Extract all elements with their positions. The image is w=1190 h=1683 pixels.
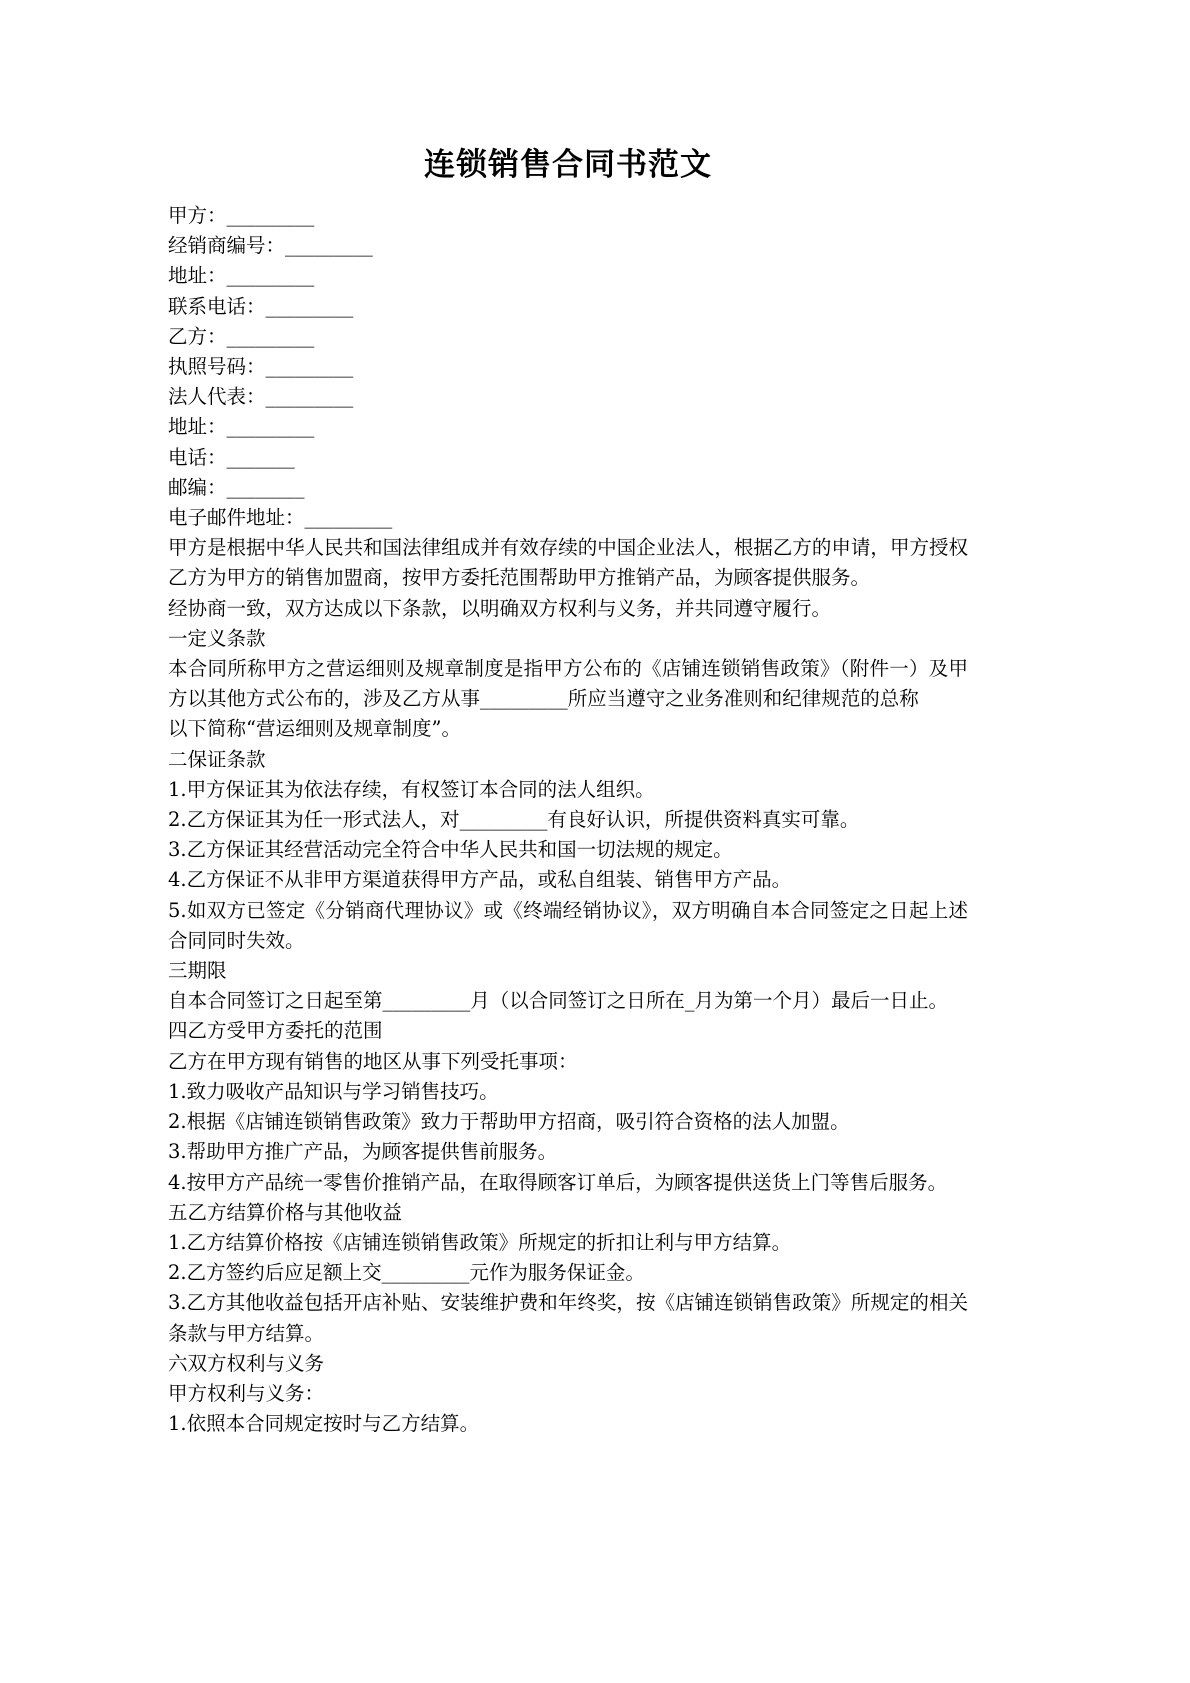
doc-line-section-6-heading: 六双方权利与义务 bbox=[168, 1351, 325, 1375]
doc-line-license-number: 执照号码：_________ bbox=[168, 355, 354, 379]
doc-line-section-2-item-5: 5.如双方已签定《分销商代理协议》或《终端经销协议》，双方明确自本合同签定之日起上述合同同时失效。 bbox=[168, 898, 968, 952]
document-body bbox=[168, 201, 968, 1439]
doc-line-section-4-item-3: 3.帮助甲方推广产品，为顾客提供售前服务。 bbox=[168, 1140, 558, 1164]
doc-line-dealer-number: 经销商编号：_________ bbox=[168, 234, 373, 258]
doc-line-email: 电子邮件地址：_________ bbox=[168, 506, 393, 530]
doc-line-section-4-item-4: 4.按甲方产品统一零售价推销产品，在取得顾客订单后，为顾客提供送货上门等售后服务。 bbox=[168, 1170, 948, 1194]
doc-line-section-2-item-2: 2.乙方保证其为任一形式法人，对_________有良好认识，所提供资料真实可靠。 bbox=[168, 808, 860, 832]
doc-line-section-5-item-2: 2.乙方签约后应足额上交_________元作为服务保证金。 bbox=[168, 1261, 645, 1285]
doc-line-section-5-item-3: 3.乙方其他收益包括开店补贴、安装维护费和年终奖，按《店铺连锁销售政策》所规定的相关条款与甲方结算。 bbox=[168, 1291, 968, 1345]
doc-line-phone-b: 电话：_______ bbox=[168, 445, 295, 469]
doc-line-postcode: 邮编：________ bbox=[168, 475, 305, 499]
doc-line-section-2-item-4: 4.乙方保证不从非甲方渠道获得甲方产品，或私自组装、销售甲方产品。 bbox=[168, 868, 792, 892]
doc-line-section-5-heading: 五乙方结算价格与其他收益 bbox=[168, 1200, 403, 1224]
doc-line-section-5-item-1: 1.乙方结算价格按《店铺连锁销售政策》所规定的折扣让利与甲方结算。 bbox=[168, 1230, 792, 1254]
doc-line-section-4-item-1: 1.致力吸收产品知识与学习销售技巧。 bbox=[168, 1079, 499, 1103]
doc-line-contact-phone: 联系电话：_________ bbox=[168, 294, 354, 318]
doc-line-section-6-intro: 甲方权利与义务： bbox=[168, 1381, 325, 1405]
doc-line-section-2-item-1: 1.甲方保证其为依法存续，有权签订本合同的法人组织。 bbox=[168, 777, 655, 801]
doc-line-address-a: 地址：_________ bbox=[168, 264, 315, 288]
doc-line-section-4-intro: 乙方在甲方现有销售的地区从事下列受托事项： bbox=[168, 1049, 578, 1073]
doc-line-section-4-heading: 四乙方受甲方委托的范围 bbox=[168, 1019, 383, 1043]
doc-line-preamble-2: 经协商一致，双方达成以下条款，以明确双方权利与义务，并共同遵守履行。 bbox=[168, 596, 832, 620]
doc-line-section-6-item-1: 1.依照本合同规定按时与乙方结算。 bbox=[168, 1412, 480, 1436]
doc-line-section-2-item-3: 3.乙方保证其经营活动完全符合中华人民共和国一切法规的规定。 bbox=[168, 838, 733, 862]
doc-line-party-a: 甲方：_________ bbox=[168, 204, 315, 227]
doc-line-legal-rep: 法人代表：_________ bbox=[168, 385, 354, 409]
doc-line-section-1-body: 本合同所称甲方之营运细则及规章制度是指甲方公布的《店铺连锁销售政策》（附件一）及甲方以其他方式公布的，涉及乙方从事_________所应当遵守之业务准则和纪律规范的总称 bbox=[168, 657, 968, 711]
doc-line-preamble-1: 甲方是根据中华人民共和国法律组成并有效存续的中国企业法人，根据乙方的申请，甲方授权乙方为甲方的销售加盟商，按甲方委托范围帮助甲方推销产品，为顾客提供服务。 bbox=[168, 536, 968, 590]
doc-line-section-1-note: 以下简称“营运细则及规章制度”。 bbox=[168, 717, 461, 741]
doc-line-party-b: 乙方：_________ bbox=[168, 324, 315, 348]
doc-line-section-3-body: 自本合同签订之日起至第_________月（以合同签订之日所在_月为第一个月）最后一日止。 bbox=[168, 989, 949, 1013]
doc-line-address-b: 地址：_________ bbox=[168, 415, 315, 439]
doc-line-section-4-item-2: 2.根据《店铺连锁销售政策》致力于帮助甲方招商，吸引符合资格的法人加盟。 bbox=[168, 1110, 850, 1134]
page-title: 连锁销售合同书范文 bbox=[424, 147, 712, 183]
doc-line-section-3-heading: 三期限 bbox=[168, 959, 227, 983]
doc-line-section-2-heading: 二保证条款 bbox=[168, 747, 266, 771]
doc-line-section-1-heading: 一定义条款 bbox=[168, 626, 266, 650]
